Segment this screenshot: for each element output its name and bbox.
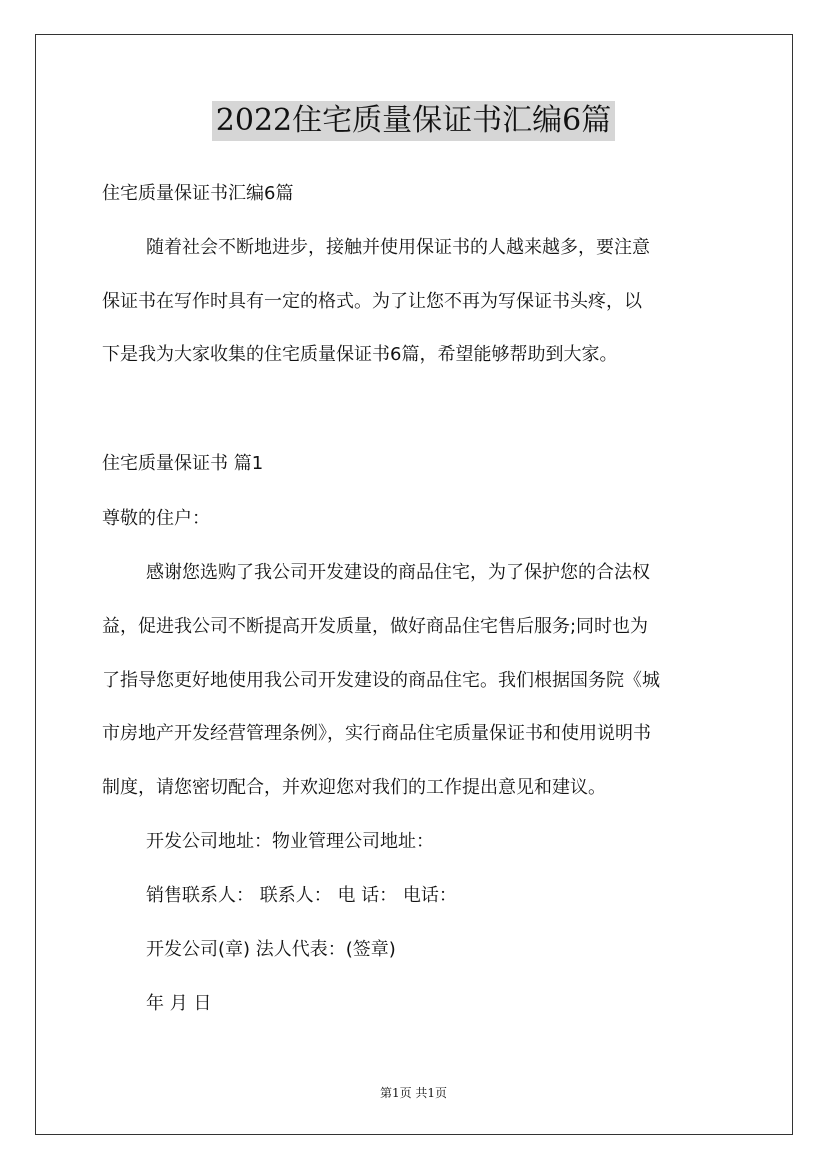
page-footer: 第1页 共1页: [379, 1086, 448, 1100]
field-company-seal: 开发公司(章) 法人代表：(签章): [146, 939, 396, 960]
field-contacts: 销售联系人： 联系人： 电 话： 电话：: [146, 885, 457, 906]
document-subtitle: 住宅质量保证书汇编6篇: [102, 183, 294, 204]
body-line-2: 益，促进我公司不断提高开发质量，做好商品住宅售后服务;同时也为: [102, 616, 649, 637]
salutation: 尊敬的住户：: [102, 508, 210, 529]
document-title-wrap: [0, 101, 827, 141]
body-line-4: 市房地产开发经营管理条例》，实行商品住宅质量保证书和使用说明书: [102, 723, 651, 744]
body-line-1: 感谢您选购了我公司开发建设的商品住宅，为了保护您的合法权: [146, 562, 650, 583]
body-line-5: 制度，请您密切配合，并欢迎您对我们的工作提出意见和建议。: [102, 777, 606, 798]
intro-line-1: 随着社会不断地进步，接触并使用保证书的人越来越多，要注意: [146, 237, 650, 258]
intro-line-2: 保证书在写作时具有一定的格式。为了让您不再为写保证书头疼，以: [102, 291, 642, 312]
field-date: 年 月 日: [146, 993, 212, 1014]
section-heading: 住宅质量保证书 篇1: [102, 453, 264, 474]
document-title: 2022住宅质量保证书汇编6篇: [212, 101, 615, 141]
body-line-3: 了指导您更好地使用我公司开发建设的商品住宅。我们根据国务院《城: [102, 670, 660, 691]
intro-line-3: 下是我为大家收集的住宅质量保证书6篇，希望能够帮助到大家。: [102, 344, 618, 365]
field-developer-address: 开发公司地址：物业管理公司地址：: [146, 831, 434, 852]
